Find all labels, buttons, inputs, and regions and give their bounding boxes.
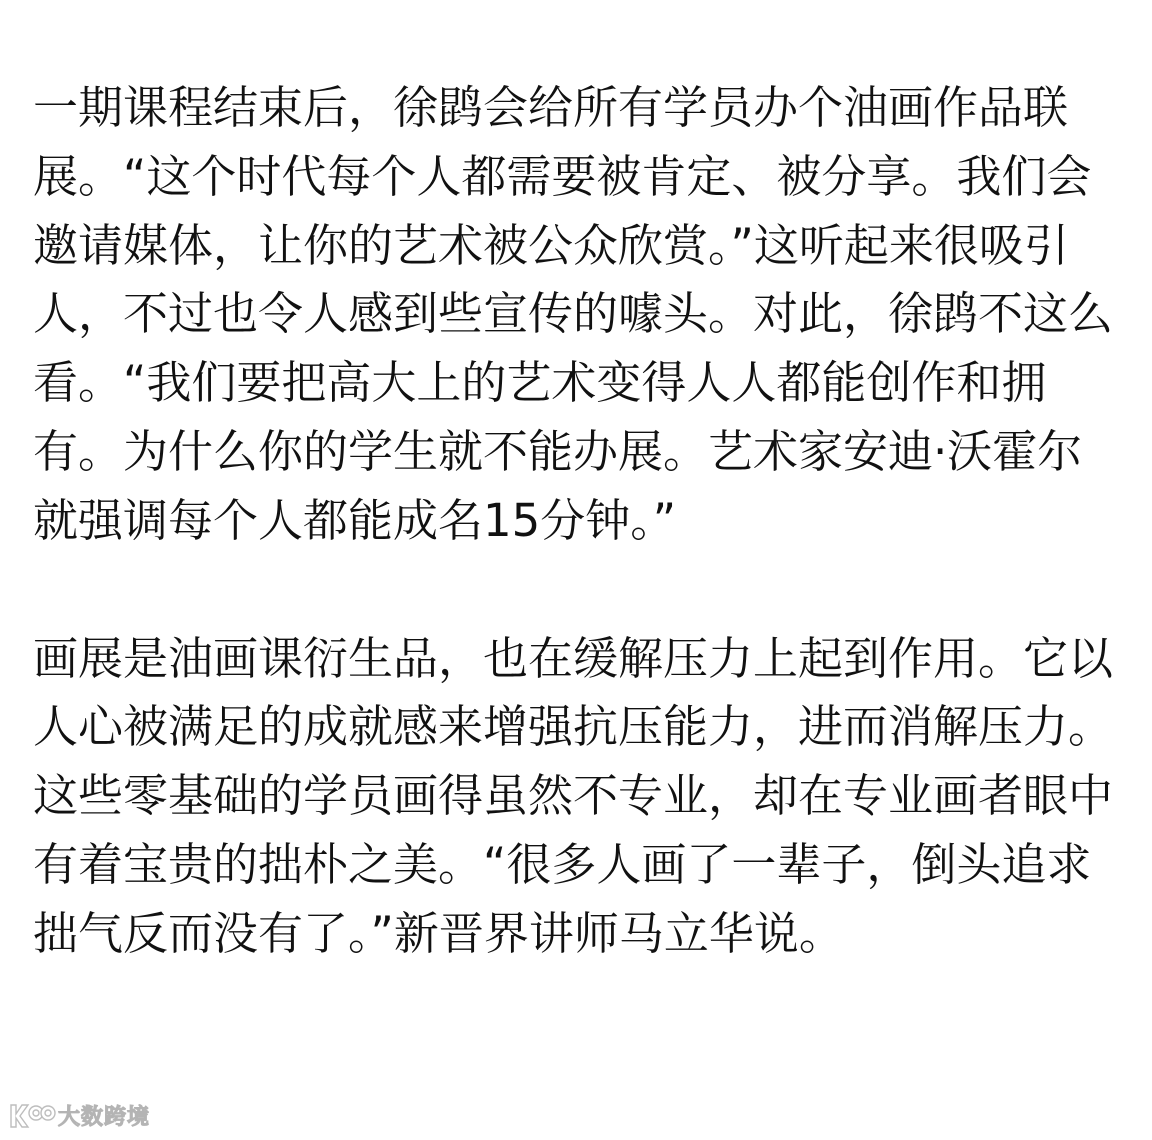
watermark bbox=[8, 1100, 150, 1131]
watermark-text: 大数跨境 bbox=[58, 1105, 151, 1130]
kuajing-logo-icon bbox=[8, 1101, 56, 1131]
paragraph-1: 一期课程结束后，徐鹍会给所有学员办个油画作品联展。“这个时代每个人都需要被肯定、被分享。我们会邀请媒体，让你的艺术被公众欣赏。”这听起来很吸引人，不过也令人感到些宣传的噱头。对此，徐鹍不这么看。“我们要把高大上的艺术变得人人都能创作和拥有。为什么你的学生就不能办展。艺术家安迪·沃霍尔就强调每个人都能成名15分钟。” bbox=[33, 81, 1114, 547]
paragraph-2: 画展是油画课衍生品，也在缓解压力上起到作用。它以人心被满足的成就感来增强抗压能力，进而消解压力。这些零基础的学员画得虽然不专业，却在专业画者眼中有着宝贵的拙朴之美。“很多人画了一辈子，倒头追求拙气反而没有了。”新晋界讲师马立华说。 bbox=[33, 631, 1114, 960]
article-body bbox=[33, 74, 1119, 969]
